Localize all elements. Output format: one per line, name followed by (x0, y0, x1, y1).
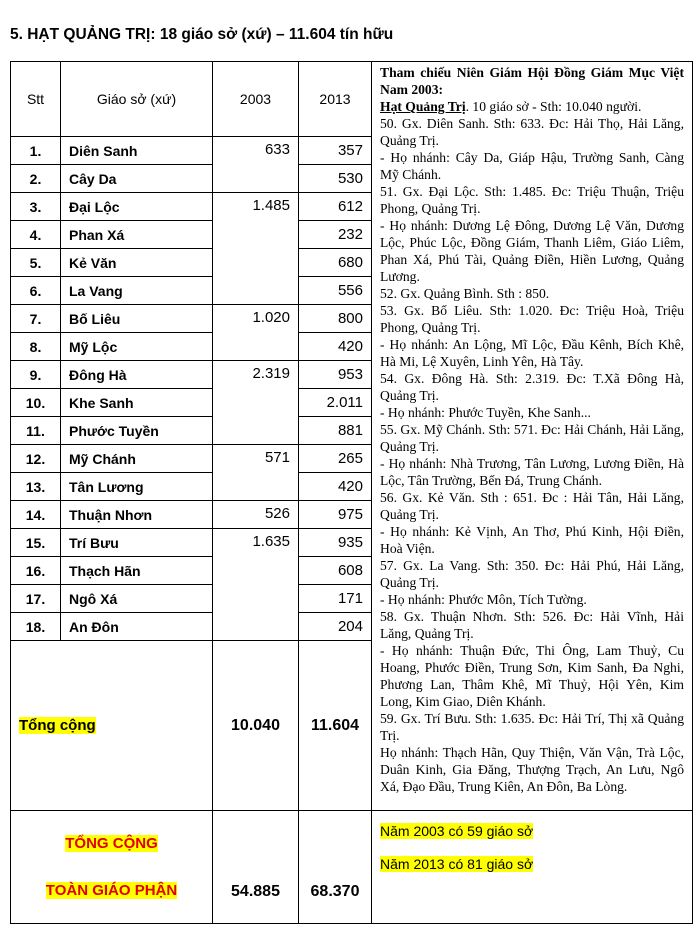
row-stt: 15. (11, 529, 61, 557)
row-stt: 16. (11, 557, 61, 585)
group-2003-value: 633 (213, 137, 299, 193)
row-stt: 7. (11, 305, 61, 333)
grand-total-label-line2: TOÀN GIÁO PHẬN (45, 882, 178, 899)
reference-line: - Họ nhánh: Thuận Đức, Thi Ông, Lam Thuỷ, Cu Hoang, Phước Điền, Trung Sơn, Kim Sanh, Đa Nghi, Phương Lan, Thâm Khê, Mĩ Thuỷ, Hội Yên, Kim Long, Kim Giao, Diên Khánh. (380, 643, 684, 709)
note-2003: Năm 2003 có 59 giáo sở (380, 823, 534, 839)
row-parish: La Vang (61, 277, 213, 305)
grand-total-2013: 68.370 (299, 811, 372, 924)
row-parish: Thạch Hãn (61, 557, 213, 585)
row-parish: An Đôn (61, 613, 213, 641)
reference-line: 58. Gx. Thuận Nhơn. Sth: 526. Đc: Hải Vĩnh, Hải Lăng, Quảng Trị. (380, 609, 684, 641)
reference-line: 57. Gx. La Vang. Sth: 350. Đc: Hải Phú, Hải Lăng, Quảng Trị. (380, 558, 684, 590)
row-2013-value: 530 (299, 165, 372, 193)
row-stt: 1. (11, 137, 61, 165)
row-2013-value: 881 (299, 417, 372, 445)
reference-line: 54. Gx. Đông Hà. Sth: 2.319. Đc: T.Xã Đông Hà, Quảng Trị. (380, 371, 684, 403)
row-parish: Đông Hà (61, 361, 213, 389)
reference-hat-line (380, 98, 684, 115)
row-parish: Kẻ Văn (61, 249, 213, 277)
reference-line: - Họ nhánh: Phước Tuyền, Khe Sanh... (380, 405, 591, 420)
row-stt: 17. (11, 585, 61, 613)
row-2013-value: 171 (299, 585, 372, 613)
reference-line: - Họ nhánh: An Lộng, Mĩ Lộc, Đầu Kênh, Bích Khê, Hà Mi, Lệ Xuyên, Linh Yên, Hà Tây. (380, 337, 684, 369)
group-2003-value: 526 (213, 501, 299, 529)
grand-total-label (11, 811, 213, 924)
row-parish: Phước Tuyền (61, 417, 213, 445)
row-2013-value: 953 (299, 361, 372, 389)
row-2013-value: 975 (299, 501, 372, 529)
hat-name: Hạt Quảng Trị (380, 99, 466, 114)
row-2013-value: 420 (299, 333, 372, 361)
reference-line: - Họ nhánh: Phước Môn, Tích Tường. (380, 592, 587, 607)
row-2013-value: 232 (299, 221, 372, 249)
row-stt: 9. (11, 361, 61, 389)
row-2013-value: 2.011 (299, 389, 372, 417)
grand-total-label-line1: TỔNG CỘNG (65, 835, 158, 852)
group-2003-value: 2.319 (213, 361, 299, 445)
row-parish: Mỹ Chánh (61, 445, 213, 473)
total-2013: 11.604 (299, 641, 372, 811)
row-2013-value: 935 (299, 529, 372, 557)
reference-line: - Họ nhánh: Cây Da, Giáp Hậu, Trường Sanh, Càng Mỹ Chánh. (380, 150, 684, 182)
row-stt: 6. (11, 277, 61, 305)
group-2003-value: 1.020 (213, 305, 299, 361)
row-parish: Thuận Nhơn (61, 501, 213, 529)
reference-title: Tham chiếu Niên Giám Hội Đồng Giám Mục Việt Nam 2003: (380, 65, 684, 97)
page-title: 5. HẠT QUẢNG TRỊ: 18 giáo sở (xứ) – 11.604 tín hữu (10, 26, 394, 43)
parish-header: Giáo sở (xứ) (61, 62, 213, 137)
reference-line: - Họ nhánh: Dương Lệ Đông, Dương Lệ Văn, Dương Lộc, Phúc Lộc, Đồng Giám, Thanh Liêm, Giáo Liêm, Phan Xá, Phú Tài, Quảng Điền, Hiền Lương, Quảng Lương. (380, 218, 684, 284)
reference-line: - Họ nhánh: Kẻ Vịnh, An Thơ, Phú Kinh, Hội Điền, Hoà Viện. (380, 524, 684, 556)
row-2013-value: 608 (299, 557, 372, 585)
row-parish: Trí Bưu (61, 529, 213, 557)
row-stt: 13. (11, 473, 61, 501)
row-stt: 5. (11, 249, 61, 277)
row-2013-value: 680 (299, 249, 372, 277)
row-parish: Diên Sanh (61, 137, 213, 165)
row-stt: 11. (11, 417, 61, 445)
group-2003-value: 1.635 (213, 529, 299, 641)
stt-header: Stt (11, 62, 61, 137)
year-2003-header: 2003 (213, 62, 299, 137)
row-stt: 2. (11, 165, 61, 193)
group-2003-value: 571 (213, 445, 299, 501)
row-stt: 14. (11, 501, 61, 529)
total-2003: 10.040 (213, 641, 299, 811)
reference-line: 55. Gx. Mỹ Chánh. Sth: 571. Đc: Hải Chánh, Hải Lăng, Quảng Trị. (380, 422, 684, 454)
row-2013-value: 612 (299, 193, 372, 221)
row-stt: 12. (11, 445, 61, 473)
total-label-cell (11, 641, 213, 811)
row-parish: Ngô Xá (61, 585, 213, 613)
reference-line: 56. Gx. Kẻ Văn. Sth : 651. Đc : Hải Tân, Hải Lăng, Quảng Trị. (380, 490, 684, 522)
reference-line: - Họ nhánh: Nhà Trương, Tân Lương, Lương Điền, Hà Lộc, Tân Trường, Bến Đá, Trung Chánh. (380, 456, 684, 488)
row-2013-value: 204 (299, 613, 372, 641)
row-stt: 4. (11, 221, 61, 249)
row-2013-value: 265 (299, 445, 372, 473)
row-2013-value: 800 (299, 305, 372, 333)
row-parish: Cây Da (61, 165, 213, 193)
grand-total-2003: 54.885 (213, 811, 299, 924)
row-stt: 3. (11, 193, 61, 221)
reference-lines (380, 115, 684, 795)
grand-total-row (11, 811, 693, 924)
header-row (11, 62, 693, 137)
row-parish: Đại Lộc (61, 193, 213, 221)
row-parish: Mỹ Lộc (61, 333, 213, 361)
reference-line: 52. Gx. Quảng Bình. Sth : 850. (380, 286, 550, 301)
note-2013: Năm 2013 có 81 giáo sở (380, 856, 534, 872)
reference-line: Họ nhánh: Thạch Hãn, Quy Thiện, Văn Vận, Trà Lộc, Duân Kinh, Gia Đăng, Thượng Trạch, An Lưu, Ngô Xá, Đạo Đầu, Trung Kiên, An Đôn, Ba Lòng. (380, 745, 684, 794)
row-stt: 10. (11, 389, 61, 417)
parish-table (10, 61, 693, 924)
year-2013-header: 2013 (299, 62, 372, 137)
reference-line: 59. Gx. Trí Bưu. Sth: 1.635. Đc: Hải Trí, Thị xã Quảng Trị. (380, 711, 684, 743)
reference-line: 50. Gx. Diên Sanh. Sth: 633. Đc: Hải Thọ, Hải Lăng, Quảng Trị. (380, 116, 684, 148)
group-2003-value: 1.485 (213, 193, 299, 305)
row-stt: 8. (11, 333, 61, 361)
row-2013-value: 556 (299, 277, 372, 305)
reference-line: 51. Gx. Đại Lộc. Sth: 1.485. Đc: Triệu Thuận, Triệu Phong, Quảng Trị. (380, 184, 684, 216)
reference-line: 53. Gx. Bố Liêu. Sth: 1.020. Đc: Triệu Hoà, Triệu Phong, Quảng Trị. (380, 303, 684, 335)
parish-count-notes (372, 811, 693, 924)
total-label: Tổng cộng (19, 717, 96, 734)
row-2013-value: 357 (299, 137, 372, 165)
hat-summary: . 10 giáo sở - Sth: 10.040 người. (465, 99, 642, 114)
row-parish: Phan Xá (61, 221, 213, 249)
row-parish: Bố Liêu (61, 305, 213, 333)
row-stt: 18. (11, 613, 61, 641)
row-parish: Tân Lương (61, 473, 213, 501)
row-parish: Khe Sanh (61, 389, 213, 417)
reference-notes (372, 62, 693, 811)
row-2013-value: 420 (299, 473, 372, 501)
